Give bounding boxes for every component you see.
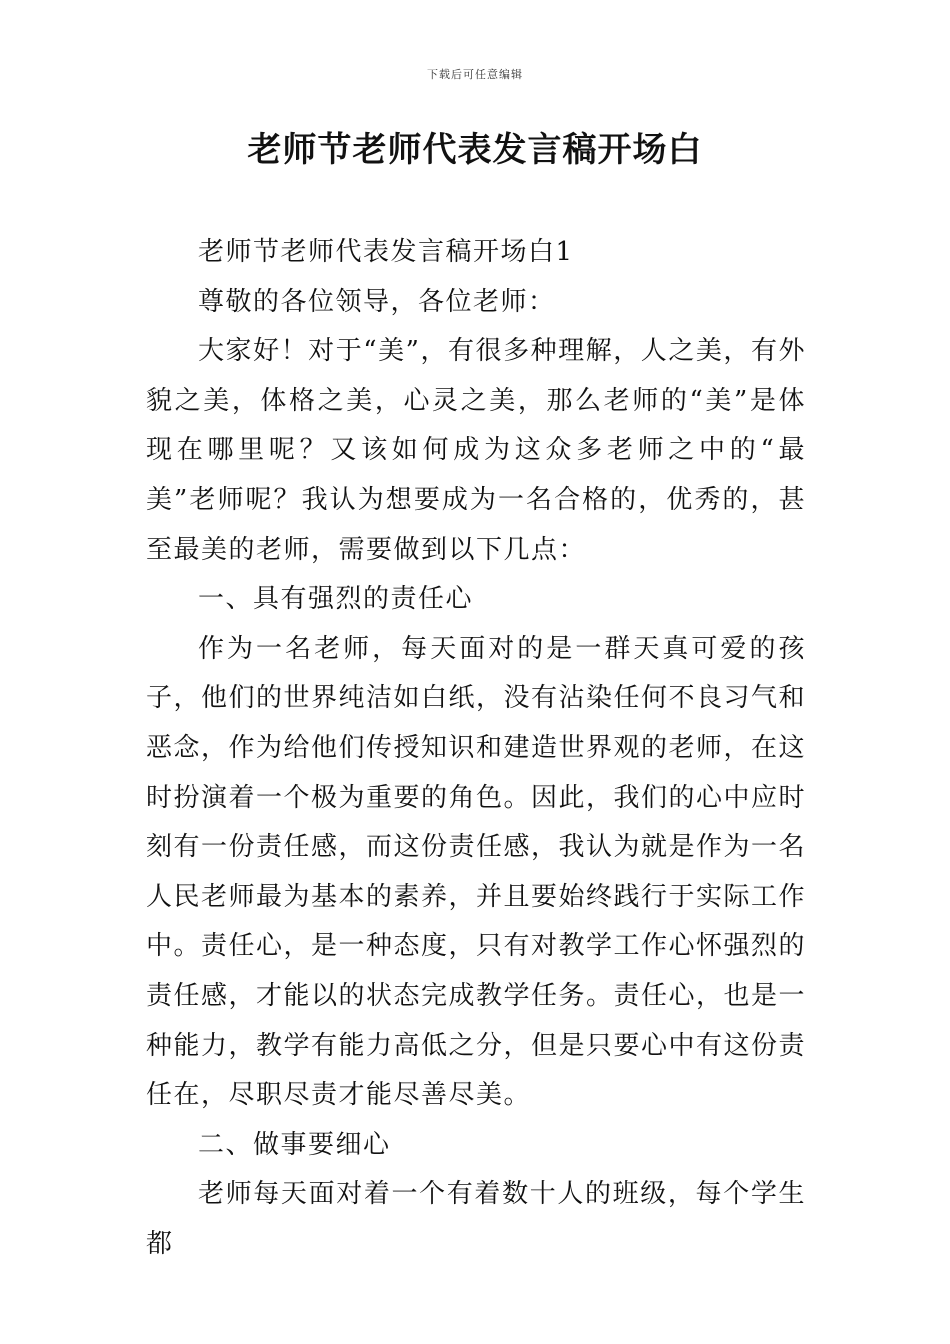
document-title: 老师节老师代表发言稿开场白 — [247, 130, 703, 170]
document-body — [146, 228, 806, 1269]
paragraph-subtitle: 老师节老师代表发言稿开场白1 — [198, 237, 574, 267]
paragraph-salutation: 尊敬的各位领导，各位老师： — [198, 286, 556, 317]
paragraph-intro: 大家好！对于“美”，有很多种理解，人之美，有外貌之美，体格之美，心灵之美，那么老师的“美”是体现在哪里呢？又该如何成为这众多老师之中的“最美”老师呢？我认为想要成为一名合格的，优秀的，甚至最美的老师，需要做到以下几点： — [146, 336, 806, 565]
section-heading-1: 一、具有强烈的责任心 — [198, 584, 474, 615]
paragraph-section-1: 作为一名老师，每天面对的是一群天真可爱的孩子，他们的世界纯洁如白纸，没有沾染任何不良习气和恶念，作为给他们传授知识和建造世界观的老师，在这时扮演着一个极为重要的角色。因此，我们的心中应时刻有一份责任感，而这份责任感，我认为就是作为一名人民老师最为基本的素养，并且要始终践行于实际工作中。责任心，是一种态度，只有对教学工作心怀强烈的责任感，才能以的状态完成教学任务。责任心，也是一种能力，教学有能力高低之分，但是只要心中有这份责任在，尽职尽责才能尽善尽美。 — [146, 633, 807, 1111]
paragraph-section-2: 老师每天面对着一个有着数十人的班级，每个学生都 — [146, 1179, 806, 1259]
section-heading-2: 二、做事要细心 — [198, 1129, 391, 1160]
header-note: 下载后可任意编辑 — [427, 68, 523, 81]
